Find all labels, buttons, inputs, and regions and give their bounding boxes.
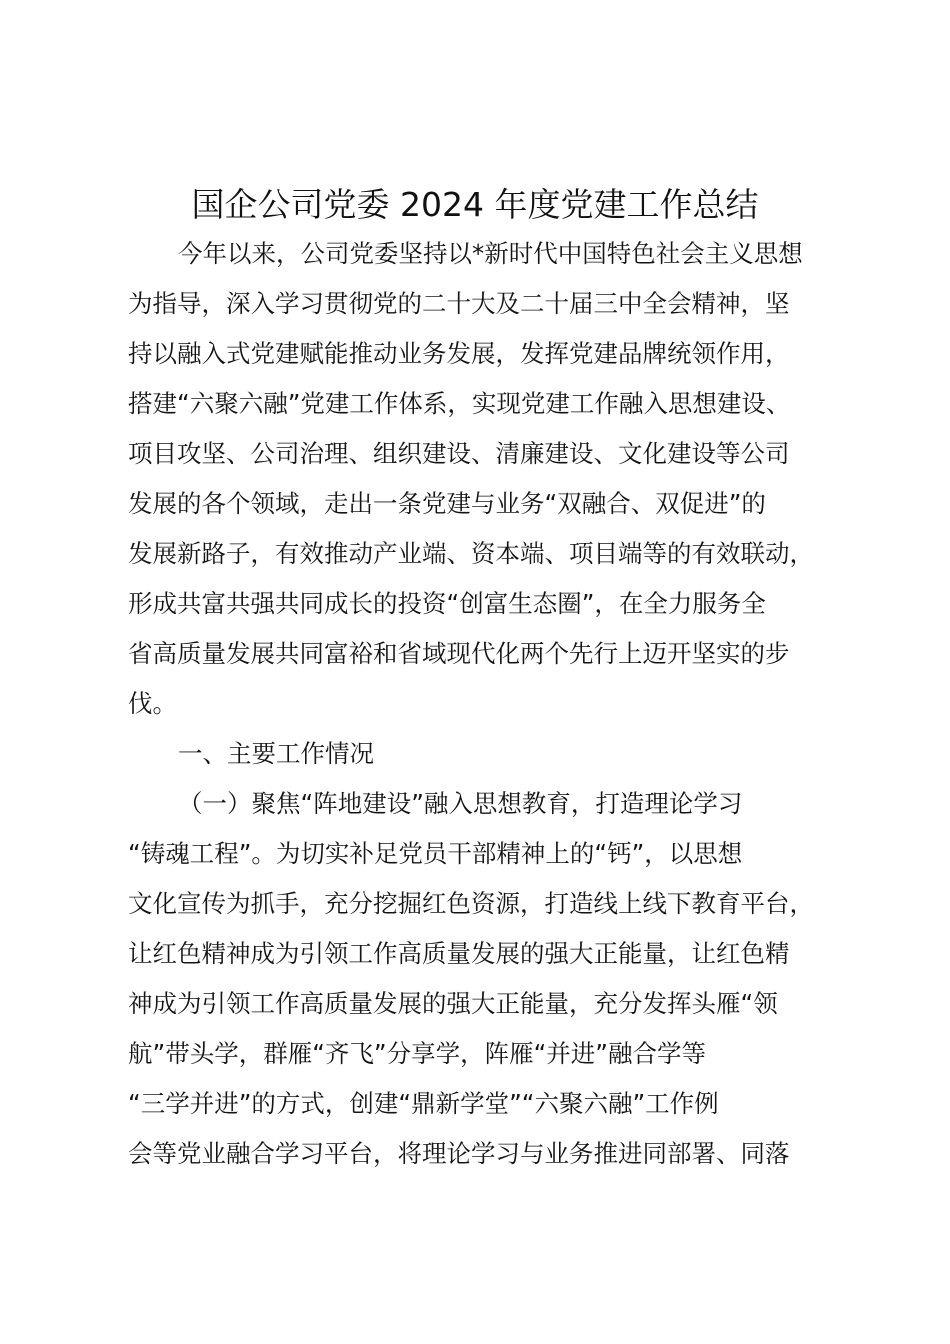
paragraph-line: 搭建“六聚六融”党建工作体系，实现党建工作融入思想建设、 — [128, 389, 791, 418]
paragraph-line: 项目攻坚、公司治理、组织建设、清廉建设、文化建设等公司 — [128, 439, 790, 468]
paragraph-line: 持以融入式党建赋能推动业务发展，发挥党建品牌统领作用， — [128, 339, 790, 368]
section-heading: 一、主要工作情况 — [178, 739, 374, 768]
paragraph-line: 会等党业融合学习平台，将理论学习与业务推进同部署、同落 — [128, 1139, 790, 1168]
document-title: 国企公司党委 2024 年度党建工作总结 — [191, 185, 759, 224]
paragraph-line: 省高质量发展共同富裕和省域现代化两个先行上迈开坚实的步 — [128, 639, 790, 668]
paragraph-line: 神成为引领工作高质量发展的强大正能量，充分发挥头雁“领 — [128, 989, 778, 1018]
paragraph-line: 让红色精神成为引领工作高质量发展的强大正能量，让红色精 — [128, 939, 790, 968]
paragraph-line: 航”带头学，群雁“齐飞”分享学，阵雁“并进”融合学等 — [128, 1039, 706, 1068]
paragraph-line: 发展新路子，有效推动产业端、资本端、项目端等的有效联动， — [128, 539, 814, 568]
paragraph-line: 形成共富共强共同成长的投资“创富生态圈”，在全力服务全 — [128, 589, 766, 618]
paragraph-line: 发展的各个领域，走出一条党建与业务“双融合、双促进”的 — [128, 489, 766, 518]
paragraph-line: 伐。 — [128, 689, 177, 718]
paragraph-line: “三学并进”的方式，创建“鼎新学堂”“六聚六融”工作例 — [128, 1089, 719, 1118]
paragraph-line: 文化宣传为抓手，充分挖掘红色资源，打造线上线下教育平台， — [128, 889, 814, 918]
paragraph-line: 今年以来，公司党委坚持以*新时代中国特色社会主义思想 — [178, 239, 803, 268]
paragraph-line: “铸魂工程”。为切实补足党员干部精神上的“钙”，以思想 — [128, 839, 743, 868]
paragraph-line: （一）聚焦“阵地建设”融入思想教育，打造理论学习 — [178, 789, 743, 818]
paragraph-line: 为指导，深入学习贯彻党的二十大及二十届三中全会精神，坚 — [128, 289, 790, 318]
